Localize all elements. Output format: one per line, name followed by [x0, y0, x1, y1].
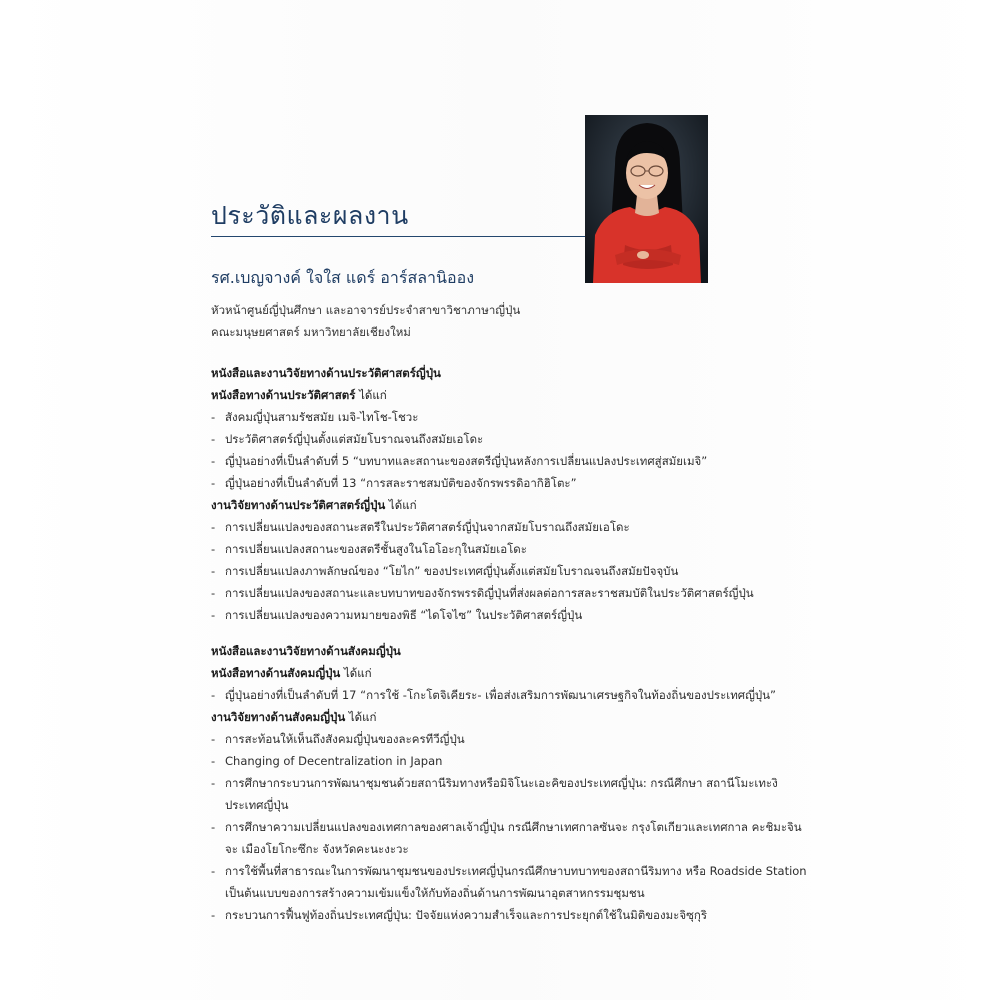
list-item-text: สังคมญี่ปุ่นสามรัชสมัย เมจิ-ไทโช-โชวะ — [225, 410, 419, 424]
list-item: - สังคมญี่ปุ่นสามรัชสมัย เมจิ-ไทโช-โชวะ — [211, 410, 419, 424]
list-item: - ญี่ปุ่นอย่างที่เป็นลำดับที่ 5 “บทบาทและสถานะของสตรีญี่ปุ่นหลังการเปลี่ยนแปลงประเทศสู่สมัยเมจิ” — [211, 454, 708, 468]
group-title-text: งานวิจัยทางด้านประวัติศาสตร์ญี่ปุ่น — [211, 498, 386, 512]
list-item: - กระบวนการฟื้นฟูท้องถิ่นประเทศญี่ปุ่น: ปัจจัยแห่งความสำเร็จและการประยุกต์ใช้ในมิติของมะจิซุกุริ — [211, 908, 708, 922]
list-item-text: การเปลี่ยนแปลงของสถานะสตรีในประวัติศาสตร์ญี่ปุ่นจากสมัยโบราณถึงสมัยเอโดะ — [225, 520, 630, 534]
research-list — [211, 728, 811, 926]
list-item-text: Changing of Decentralization in Japan — [225, 754, 443, 768]
list-item: - การเปลี่ยนแปลงภาพลักษณ์ของ “โยไก” ของประเทศญี่ปุ่นตั้งแต่สมัยโบราณจนถึงสมัยปัจจุบัน — [211, 564, 679, 578]
list-item: - ญี่ปุ่นอย่างที่เป็นลำดับที่ 17 “การใช้ -โกะโตจิเคียระ- เพื่อส่งเสริมการพัฒนาเศรษฐกิจในท้องถิ่นของประเทศญี่ปุ่น” — [211, 688, 776, 702]
list-item-text: การสะท้อนให้เห็นถึงสังคมญี่ปุ่นของละครทีวีญี่ปุ่น — [225, 732, 465, 746]
list-item: - ญี่ปุ่นอย่างที่เป็นลำดับที่ 13 “การสละราชสมบัติของจักรพรรดิอากิฮิโตะ” — [211, 476, 577, 490]
list-item-text: ประวัติศาสตร์ญี่ปุ่นตั้งแต่สมัยโบราณจนถึงสมัยเอโดะ — [225, 432, 484, 446]
list-item: - ประวัติศาสตร์ญี่ปุ่นตั้งแต่สมัยโบราณจนถึงสมัยเอโดะ — [211, 432, 484, 446]
list-item: - การเปลี่ยนแปลงของสถานะและบทบาทของจักรพรรดิญี่ปุ่นที่ส่งผลต่อการสละราชสมบัติในประวัติศาสตร์ญี่ปุ่น — [211, 586, 754, 600]
section-history — [211, 362, 811, 626]
list-item-text: กระบวนการฟื้นฟูท้องถิ่นประเทศญี่ปุ่น: ปัจจัยแห่งความสำเร็จและการประยุกต์ใช้ในมิติของมะจิซุกุริ — [225, 908, 708, 922]
author-portrait-photo — [585, 115, 708, 283]
group-title — [211, 662, 811, 684]
list-item-text: การเปลี่ยนแปลงของความหมายของพิธี “ไดโจไซ” ในประวัติศาสตร์ญี่ปุ่น — [225, 608, 583, 622]
section-society — [211, 640, 811, 926]
book-list — [211, 406, 811, 494]
list-item-text: ญี่ปุ่นอย่างที่เป็นลำดับที่ 17 “การใช้ -โกะโตจิเคียระ- เพื่อส่งเสริมการพัฒนาเศรษฐกิจในท้องถิ่นของประเทศญี่ปุ่น” — [225, 688, 776, 702]
author-name: รศ.เบญจางค์ ใจใส แดร์ อาร์สลานิออง — [211, 268, 474, 287]
list-item-text: ญี่ปุ่นอย่างที่เป็นลำดับที่ 5 “บทบาทและสถานะของสตรีญี่ปุ่นหลังการเปลี่ยนแปลงประเทศสู่สมัยเมจิ” — [225, 454, 708, 468]
group-title-tail: ได้แก่ — [345, 710, 377, 724]
affiliation-line: หัวหน้าศูนย์ญี่ปุ่นศึกษา และอาจารย์ประจำสาขาวิชาภาษาญี่ปุ่น — [211, 303, 521, 317]
group-title-text: หนังสือทางด้านสังคมญี่ปุ่น — [211, 666, 341, 680]
list-item-text: ญี่ปุ่นอย่างที่เป็นลำดับที่ 13 “การสละราชสมบัติของจักรพรรดิอากิฮิโตะ” — [225, 476, 577, 490]
list-item: - การศึกษาความเปลี่ยนแปลงของเทศกาลของศาลเจ้าญี่ปุ่น กรณีศึกษาเทศกาลซันจะ กรุงโตเกียวและเทศกาล คะชิมะจินจะ เมืองโยโกะซึกะ จังหวัดคะนะงะวะ — [211, 820, 802, 856]
section-title: หนังสือและงานวิจัยทางด้านประวัติศาสตร์ญี่ปุ่น — [211, 366, 441, 380]
book-list — [211, 684, 811, 706]
list-item: - การเปลี่ยนแปลงของความหมายของพิธี “ไดโจไซ” ในประวัติศาสตร์ญี่ปุ่น — [211, 608, 583, 622]
list-item: - Changing of Decentralization in Japan — [211, 754, 443, 768]
list-item-text: การเปลี่ยนแปลงภาพลักษณ์ของ “โยไก” ของประเทศญี่ปุ่นตั้งแต่สมัยโบราณจนถึงสมัยปัจจุบัน — [225, 564, 679, 578]
group-title-text: งานวิจัยทางด้านสังคมญี่ปุ่น — [211, 710, 346, 724]
heading-divider — [211, 236, 585, 237]
group-title — [211, 494, 811, 516]
group-title-tail: ได้แก่ — [340, 666, 372, 680]
portrait-illustration — [585, 115, 708, 283]
affiliation-line: คณะมนุษยศาสตร์ มหาวิทยาลัยเชียงใหม่ — [211, 325, 411, 339]
list-item: - การเปลี่ยนแปลงของสถานะสตรีในประวัติศาสตร์ญี่ปุ่นจากสมัยโบราณถึงสมัยเอโดะ — [211, 520, 630, 534]
list-item-text: การศึกษาความเปลี่ยนแปลงของเทศกาลของศาลเจ้าญี่ปุ่น กรณีศึกษาเทศกาลซันจะ กรุงโตเกียวและเทศกาล คะชิมะจินจะ เมืองโยโกะซึกะ จังหวัดคะนะงะวะ — [225, 820, 802, 856]
list-item-text: การเปลี่ยนแปลงสถานะของสตรีชั้นสูงในโอโอะกุในสมัยเอโดะ — [225, 542, 527, 556]
list-item: - การสะท้อนให้เห็นถึงสังคมญี่ปุ่นของละครทีวีญี่ปุ่น — [211, 732, 465, 746]
group-title-tail: ได้แก่ — [355, 388, 387, 402]
group-title — [211, 706, 811, 728]
list-item-text: การเปลี่ยนแปลงของสถานะและบทบาทของจักรพรรดิญี่ปุ่นที่ส่งผลต่อการสละราชสมบัติในประวัติศาสตร์ญี่ปุ่น — [225, 586, 754, 600]
author-affiliation — [211, 299, 751, 343]
group-title-tail: ได้แก่ — [385, 498, 417, 512]
list-item: - การศึกษากระบวนการพัฒนาชุมชนด้วยสถานีริมทางหรือมิจิโนะเอะคิของประเทศญี่ปุ่น: กรณีศึกษา สถานีโมะเทะงิ ประเทศญี่ปุ่น — [211, 776, 778, 812]
research-list — [211, 516, 811, 626]
section-title: หนังสือและงานวิจัยทางด้านสังคมญี่ปุ่น — [211, 644, 401, 658]
list-item: - การเปลี่ยนแปลงสถานะของสตรีชั้นสูงในโอโอะกุในสมัยเอโดะ — [211, 542, 527, 556]
list-item-text: การใช้พื้นที่สาธารณะในการพัฒนาชุมชนของประเทศญี่ปุ่นกรณีศึกษาบทบาทของสถานีริมทาง หรือ Roadside Station เป็นต้นแบบของการสร้างความเข้มแข็งให้กับท้องถิ่นด้านการพัฒนาอุตสาหกรรมชุมชน — [225, 864, 807, 900]
group-title-text: หนังสือทางด้านประวัติศาสตร์ — [211, 388, 356, 402]
list-item-text: การศึกษากระบวนการพัฒนาชุมชนด้วยสถานีริมทางหรือมิจิโนะเอะคิของประเทศญี่ปุ่น: กรณีศึกษา สถานีโมะเทะงิ ประเทศญี่ปุ่น — [225, 776, 778, 812]
works-content — [211, 362, 811, 940]
list-item: - การใช้พื้นที่สาธารณะในการพัฒนาชุมชนของประเทศญี่ปุ่นกรณีศึกษาบทบาทของสถานีริมทาง หรือ Roadside Station เป็นต้นแบบของการสร้างความเข้มแข็งให้กับท้องถิ่นด้านการพัฒนาอุตสาหกรรมชุมชน — [211, 864, 807, 900]
group-title — [211, 384, 811, 406]
page-heading: ประวัติและผลงาน — [211, 201, 409, 230]
